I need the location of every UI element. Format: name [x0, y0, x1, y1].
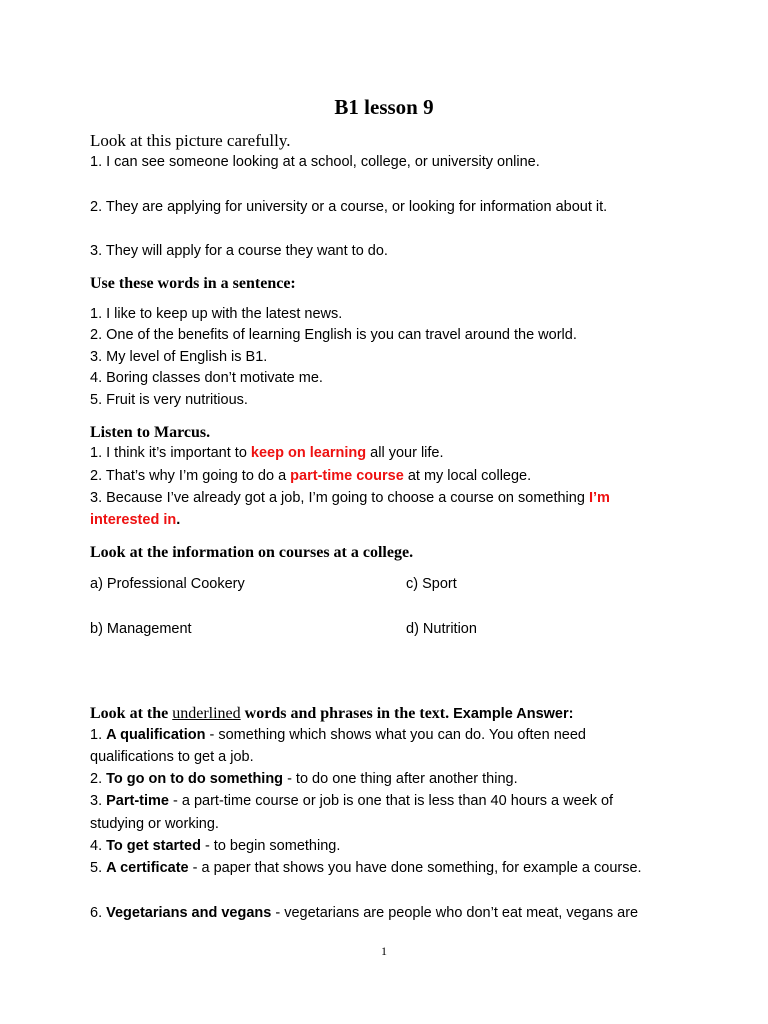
definition-5	[90, 858, 642, 880]
definition-6	[90, 903, 638, 925]
words-item-1: 1. I like to keep up with the latest news.	[90, 306, 343, 322]
definition-2-def: - to do one thing after another thing.	[283, 771, 518, 787]
marcus-line-2	[90, 466, 531, 488]
words-item-5: 5. Fruit is very nutritious.	[90, 392, 248, 408]
picture-intro: Look at this picture carefully.	[90, 131, 291, 150]
marcus-heading: Listen to Marcus.	[90, 424, 211, 441]
courses-heading: Look at the information on courses at a college.	[90, 544, 414, 561]
marcus-line-3-highlight-a: I’m	[588, 490, 610, 506]
definition-5-def: - a paper that shows you have done something, for example a course.	[188, 860, 642, 876]
underlined-heading-post: words and phrases in the text.	[240, 705, 454, 722]
picture-item-1: 1. I can see someone looking at a school, college, or university online.	[90, 154, 540, 170]
definition-4	[90, 836, 340, 858]
example-answer-label: Example Answer:	[453, 706, 574, 722]
marcus-line-3-continued	[90, 510, 180, 532]
definition-2-term: To go on to do something	[106, 771, 284, 787]
words-heading: Use these words in a sentence:	[90, 275, 296, 292]
picture-item-3: 3. They will apply for a course they want to do.	[90, 243, 388, 259]
marcus-line-2-highlight: part-time course	[290, 468, 404, 484]
definition-5-term: A certificate	[106, 860, 189, 876]
marcus-line-1-highlight: keep on learning	[250, 445, 367, 461]
underlined-heading	[90, 703, 573, 725]
underlined-heading-underlined: underlined	[172, 705, 241, 722]
definition-1-continued: qualifications to get a job.	[90, 749, 254, 765]
page-title: B1 lesson 9	[334, 95, 434, 119]
course-item-c: c) Sport	[406, 576, 457, 592]
course-item-d: d) Nutrition	[406, 621, 477, 637]
definition-5-num: 5.	[90, 860, 107, 876]
definition-3-term: Part-time	[106, 793, 169, 809]
marcus-line-1	[90, 443, 444, 465]
words-item-3: 3. My level of English is B1.	[90, 349, 268, 365]
words-item-2: 2. One of the benefits of learning English is you can travel around the world.	[90, 327, 577, 343]
page-number: 1	[381, 944, 387, 958]
marcus-line-2-pre: 2. That’s why I’m going to do a	[90, 468, 291, 484]
course-item-b: b) Management	[90, 621, 192, 637]
words-item-4: 4. Boring classes don’t motivate me.	[90, 370, 323, 386]
definition-3-def: - a part-time course or job is one that is less than 40 hours a week of	[168, 793, 614, 809]
definition-4-num: 4.	[90, 838, 107, 854]
definition-6-term: Vegetarians and vegans	[106, 905, 272, 921]
course-item-a: a) Professional Cookery	[90, 576, 245, 592]
marcus-line-1-pre: 1. I think it’s important to	[90, 445, 251, 461]
definition-3	[90, 791, 613, 813]
marcus-line-2-post: at my local college.	[403, 468, 532, 484]
definition-6-num: 6.	[90, 905, 107, 921]
definition-1-term: A qualification	[106, 727, 206, 743]
definition-2	[90, 769, 518, 791]
definition-3-continued: studying or working.	[90, 816, 219, 832]
marcus-line-3-pre: 3. Because I’ve already got a job, I’m going to choose a course on something	[90, 490, 589, 506]
marcus-line-1-post: all your life.	[366, 445, 444, 461]
definition-1-num: 1.	[90, 727, 107, 743]
marcus-line-3	[90, 488, 610, 510]
definition-2-num: 2.	[90, 771, 107, 787]
marcus-line-3-post: .	[176, 512, 181, 528]
underlined-heading-pre: Look at the	[90, 705, 173, 722]
marcus-line-3-highlight-b: interested in	[90, 512, 177, 528]
definition-1	[90, 725, 586, 747]
definition-4-term: To get started	[106, 838, 201, 854]
definition-1-def: - something which shows what you can do. You often need	[205, 727, 586, 743]
definition-3-num: 3.	[90, 793, 107, 809]
picture-item-2: 2. They are applying for university or a course, or looking for information about it.	[90, 199, 608, 215]
definition-6-def: - vegetarians are people who don’t eat meat, vegans are	[271, 905, 639, 921]
definition-4-def: - to begin something.	[200, 838, 341, 854]
